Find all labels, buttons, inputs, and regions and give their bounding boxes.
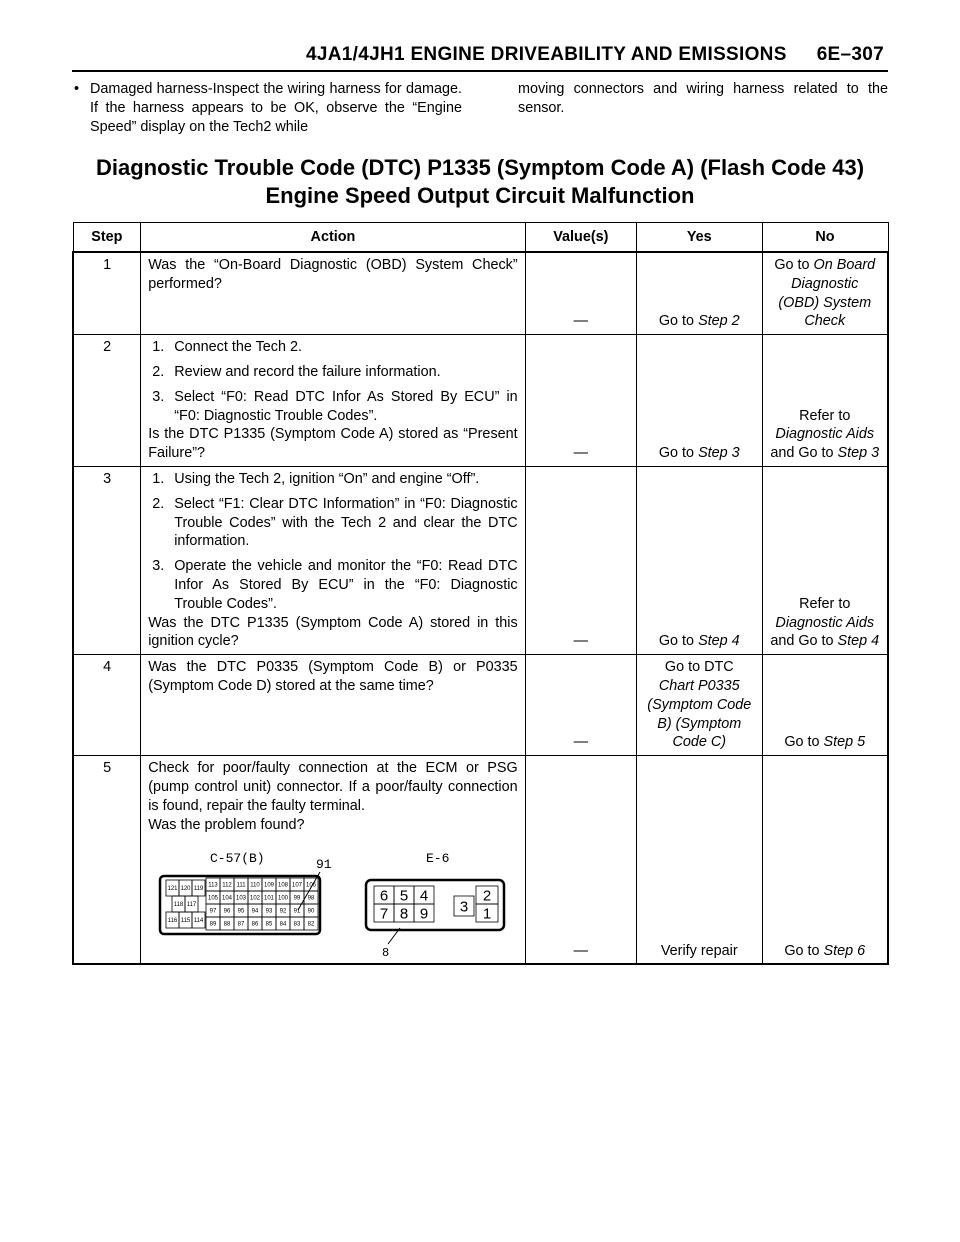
pin-number: 113 <box>208 882 219 889</box>
step-value: — <box>525 252 636 335</box>
link-step-6[interactable]: Step 6 <box>823 942 866 959</box>
step-number: 3 <box>73 466 141 654</box>
step-number: 5 <box>73 756 141 965</box>
header-values: Value(s) <box>525 223 636 253</box>
psg-pin-grid <box>374 886 498 922</box>
pin-number: 96 <box>223 908 231 915</box>
link-diagnostic-aids[interactable]: Diagnostic Aids <box>775 614 875 631</box>
step-action <box>141 466 525 654</box>
header-no: No <box>762 223 888 253</box>
action-item: 2. Review and record the failure information. <box>152 363 441 380</box>
pin-number: 86 <box>251 921 259 928</box>
step-action: Was the “On-Board Diagnostic (OBD) System Check” performed? <box>141 252 525 335</box>
pin-number: 1 <box>483 905 492 923</box>
psg-pin-callout: 8 <box>382 946 390 961</box>
action-item: 3. Select “F0: Read DTC Infor As Stored By ECU” in “F0: Diagnostic Trouble Codes”. <box>152 388 518 424</box>
action-item: 1. Using the Tech 2, ignition “On” and engine “Off”. <box>152 470 480 487</box>
step-value: — <box>525 466 636 654</box>
pin-number: 116 <box>167 918 178 925</box>
link-step-3[interactable]: Step 3 <box>698 445 740 462</box>
pin-number: 98 <box>307 895 315 902</box>
psg-connector-label: E-6 <box>426 851 450 867</box>
table-header-row <box>73 223 888 253</box>
pin-number: 5 <box>400 887 409 905</box>
pin-number: 2 <box>483 887 492 905</box>
step-number: 4 <box>73 655 141 756</box>
pin-number: 118 <box>173 902 184 909</box>
pin-number: 90 <box>307 908 315 915</box>
pin-number: 106 <box>306 882 317 889</box>
pin-number: 93 <box>265 908 273 915</box>
step-value: — <box>525 655 636 756</box>
step-number: 2 <box>73 335 141 467</box>
pin-number: 112 <box>222 882 233 889</box>
step-number: 1 <box>73 252 141 335</box>
pin-number: 120 <box>180 886 191 893</box>
pin-number: 83 <box>293 921 301 928</box>
table-row-step-2 <box>73 335 888 467</box>
pin-number: 111 <box>236 882 246 889</box>
connector-diagram <box>148 850 517 960</box>
step-yes: Go to Step 3 <box>637 335 762 467</box>
step-action: Was the DTC P0335 (Symptom Code B) or P0335 (Symptom Code D) stored at the same time? <box>141 655 525 756</box>
page-header <box>0 0 960 70</box>
connector-diagram-svg <box>148 850 516 960</box>
pin-number: 105 <box>208 895 219 902</box>
step-value: — <box>525 756 636 965</box>
header-rule <box>72 70 888 72</box>
step-no: Refer to Diagnostic Aids and Go to Step 3 <box>762 335 888 467</box>
header-title: 4JA1/4JH1 ENGINE DRIVEABILITY AND EMISSIONS 6E–307 <box>306 44 884 65</box>
action-item: 2. Select “F1: Clear DTC Information” in “F0: Diagnostic Trouble Codes” with the Tech 2 and clear the DTC information. <box>152 495 518 550</box>
pin-number: 100 <box>278 895 289 902</box>
intro-continuation: moving connectors and wiring harness related to the sensor. <box>518 81 888 116</box>
pin-number: 97 <box>209 908 217 915</box>
ecm-pin-grid <box>166 878 318 930</box>
pin-number: 117 <box>186 902 197 909</box>
header-action: Action <box>141 223 525 253</box>
pin-number: 114 <box>193 918 204 925</box>
table-row-step-5 <box>73 756 888 965</box>
pin-number: 119 <box>193 886 204 893</box>
pin-number: 109 <box>264 882 275 889</box>
link-obd-check[interactable]: On Board Diagnostic (OBD) System Check <box>778 257 876 330</box>
dtc-heading-line1: Diagnostic Trouble Code (DTC) P1335 (Symptom Code A) (Flash Code 43) <box>95 155 865 180</box>
diagnostic-table <box>72 222 889 965</box>
pin-number: 104 <box>222 895 233 902</box>
ecm-connector-label: C-57(B) <box>210 851 265 867</box>
pin-number: 95 <box>237 908 245 915</box>
pin-number: 3 <box>460 898 469 916</box>
table-row-step-1 <box>73 252 888 335</box>
pin-number: 121 <box>167 886 178 893</box>
pin-number: 89 <box>209 921 217 928</box>
step-no: Go to Step 5 <box>762 655 888 756</box>
pin-number: 91 <box>293 908 301 915</box>
pin-number: 87 <box>237 921 245 928</box>
dtc-heading <box>60 154 900 210</box>
step-no: Refer to Diagnostic Aids and Go to Step 4 <box>762 466 888 654</box>
step-action <box>141 756 525 965</box>
pin-number: 4 <box>420 887 429 905</box>
header-yes: Yes <box>637 223 762 253</box>
pin-number: 115 <box>180 918 191 925</box>
pin-number: 92 <box>279 908 287 915</box>
action-text: Check for poor/faulty connection at the ECM or PSG (pump control unit) connector. If a poor/faulty connection is found, repair the faulty terminal. <box>148 760 518 814</box>
dtc-heading-line2: Engine Speed Output Circuit Malfunction <box>265 183 695 208</box>
pin-number: 107 <box>292 882 303 889</box>
pin-number: 8 <box>400 905 409 923</box>
page-number: 6E–307 <box>816 44 884 65</box>
link-step-2[interactable]: Step 2 <box>698 313 740 330</box>
ecm-pin-callout: 91 <box>316 857 332 873</box>
action-question: Was the DTC P1335 (Symptom Code A) stored in this ignition cycle? <box>148 614 518 650</box>
step-action <box>141 335 525 467</box>
pin-number: 94 <box>251 908 259 915</box>
pin-number: 103 <box>236 895 247 902</box>
pin-number: 108 <box>278 882 289 889</box>
link-step-3[interactable]: Step 3 <box>837 445 880 462</box>
link-chart-p0335[interactable]: Chart P0335 (Symptom Code B) (Symptom Code C) <box>647 677 752 751</box>
pin-number: 6 <box>380 887 389 905</box>
link-step-5[interactable]: Step 5 <box>823 734 866 751</box>
step-yes: Verify repair <box>637 756 762 965</box>
pin-number: 101 <box>264 895 275 902</box>
pin-number: 110 <box>250 882 261 889</box>
link-step-4[interactable]: Step 4 <box>837 633 880 650</box>
pin-number: 99 <box>293 895 301 902</box>
action-item: 3. Operate the vehicle and monitor the “F0: Read DTC Infor As Stored By ECU” in the “F0: Diagnostic Trouble Codes”. <box>152 558 518 612</box>
pin-number: 9 <box>420 905 429 923</box>
pin-number: 85 <box>265 921 273 928</box>
action-item: 1. Connect the Tech 2. <box>152 339 302 356</box>
step-value: — <box>525 335 636 467</box>
link-step-4[interactable]: Step 4 <box>698 633 740 650</box>
intro-bullet: • Damaged harness-Inspect the wiring harness for damage. If the harness appears to be OK, observe the “Engine Speed” display on the Tech2 while <box>72 80 462 137</box>
pin-number: 102 <box>250 895 261 902</box>
link-diagnostic-aids[interactable]: Diagnostic Aids <box>775 426 875 443</box>
table-row-step-4 <box>73 655 888 756</box>
pin-number: 84 <box>279 921 287 928</box>
step-no: Go to On Board Diagnostic (OBD) System Check <box>762 252 888 335</box>
step-yes: Go to Step 2 <box>637 252 762 335</box>
step-yes: Go to Step 4 <box>637 466 762 654</box>
action-question: Was the problem found? <box>148 816 305 833</box>
action-question: Is the DTC P1335 (Symptom Code A) stored as “Present Failure”? <box>148 426 518 462</box>
pin-number: 7 <box>380 905 389 923</box>
pin-number: 88 <box>223 921 231 928</box>
table-row-step-3 <box>73 466 888 654</box>
header-step: Step <box>73 223 141 253</box>
step-yes: Go to DTC Chart P0335 (Symptom Code B) (Symptom Code C) <box>637 655 762 756</box>
step-no: Go to Step 6 <box>762 756 888 965</box>
pin-number: 82 <box>307 921 315 928</box>
